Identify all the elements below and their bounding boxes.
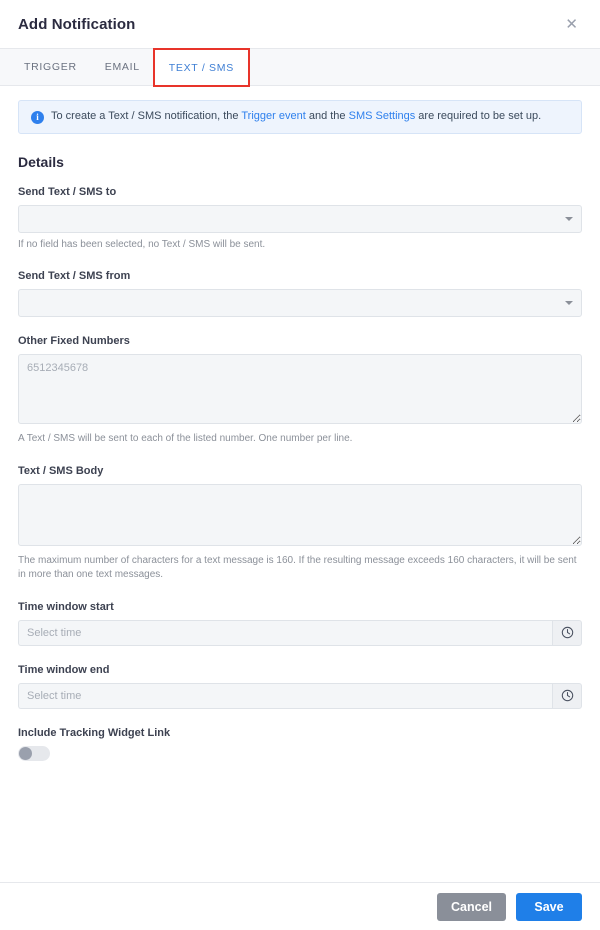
tracking-toggle-label: Include Tracking Widget Link — [18, 726, 171, 739]
send-to-help: If no field has been selected, no Text / SMS will be sent. — [18, 238, 266, 250]
info-icon: i — [31, 111, 44, 124]
details-section-title: Details — [18, 153, 64, 170]
time-start-label: Time window start — [18, 600, 114, 613]
tab-email[interactable]: EMAIL — [91, 49, 154, 85]
send-to-select[interactable] — [18, 205, 582, 233]
time-end-input[interactable] — [18, 683, 552, 709]
close-icon[interactable]: ✕ — [565, 15, 578, 33]
clock-icon-start[interactable] — [552, 620, 582, 646]
field-tracking-toggle — [18, 727, 582, 761]
field-send-to — [18, 186, 582, 253]
time-end-label: Time window end — [18, 663, 110, 676]
clock-icon-end[interactable] — [552, 683, 582, 709]
chevron-down-icon — [565, 301, 573, 305]
modal-body — [0, 86, 600, 928]
tab-trigger[interactable]: TRIGGER — [10, 49, 91, 85]
sms-body-label: Text / SMS Body — [18, 464, 104, 477]
tab-bar — [0, 48, 600, 86]
sms-body-help: The maximum number of characters for a text message is 160. If the resulting message exceeds 160 characters, it will be sent in more than one text messages. — [18, 554, 577, 580]
toggle-knob — [19, 747, 32, 760]
other-numbers-label: Other Fixed Numbers — [18, 335, 130, 347]
info-text-after: are required to be set up. — [415, 110, 542, 122]
trigger-event-link[interactable]: Trigger event — [241, 110, 306, 122]
info-banner — [18, 100, 582, 134]
info-banner-text — [51, 110, 541, 122]
field-time-start — [18, 601, 582, 646]
modal-footer — [0, 882, 600, 930]
field-other-numbers — [18, 335, 582, 447]
field-sms-body — [18, 465, 582, 583]
chevron-down-icon — [565, 217, 573, 221]
cancel-button[interactable]: Cancel — [437, 893, 506, 921]
info-text-before: To create a Text / SMS notification, the — [51, 110, 242, 122]
send-to-label: Send Text / SMS to — [18, 185, 117, 198]
field-send-from — [18, 270, 582, 317]
time-start-row — [18, 620, 582, 646]
tab-text-sms[interactable]: TEXT / SMS — [154, 49, 249, 86]
other-numbers-help: A Text / SMS will be sent to each of the listed number. One number per line. — [18, 433, 353, 444]
info-text-middle: and the — [305, 110, 349, 122]
page-title: Add Notification — [18, 15, 136, 33]
save-button[interactable]: Save — [516, 893, 582, 921]
field-time-end — [18, 664, 582, 709]
sms-body-input[interactable] — [18, 484, 582, 546]
sms-settings-link[interactable]: SMS Settings — [348, 110, 416, 122]
modal-header — [0, 0, 600, 48]
tracking-widget-toggle[interactable] — [18, 746, 50, 761]
send-from-select[interactable] — [18, 289, 582, 317]
time-end-row — [18, 683, 582, 709]
send-from-label: Send Text / SMS from — [18, 270, 131, 282]
time-start-input[interactable] — [18, 620, 552, 646]
other-numbers-input[interactable] — [18, 354, 582, 424]
